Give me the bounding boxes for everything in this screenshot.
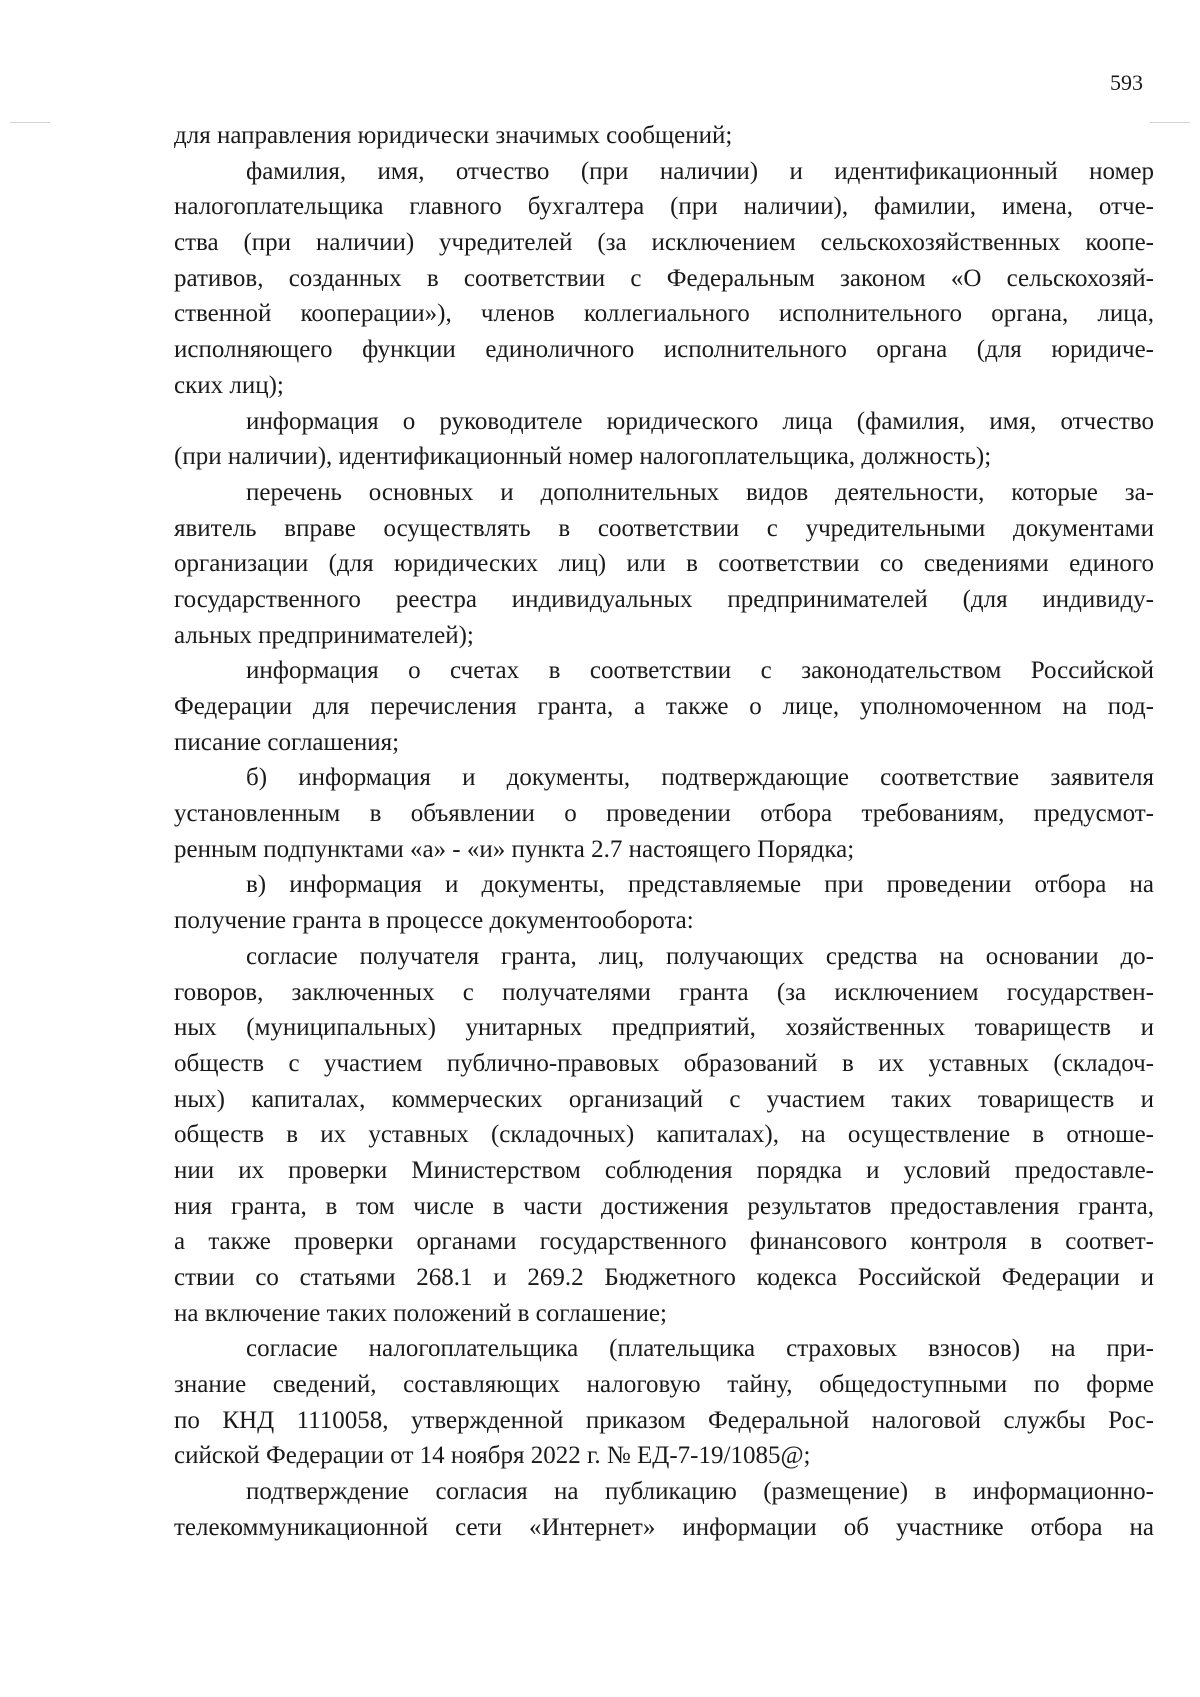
text-line: ренным подпунктами «а» - «и» пункта 2.7 настоящего Порядка; — [174, 835, 855, 863]
text-line: б) информация и документы, подтверждающие соответствие заявителя — [246, 764, 1154, 792]
text-line: писание соглашения; — [174, 728, 400, 756]
text-line: фамилия, имя, отчество (при наличии) и идентификационный номер — [246, 157, 1154, 185]
text-line: на включение таких положений в соглашение; — [174, 1299, 667, 1327]
text-line: согласие получателя гранта, лиц, получающих средства на основании до- — [246, 942, 1154, 970]
text-line: обществ с участием публично-правовых образований в их уставных (складоч- — [174, 1049, 1154, 1077]
text-line: перечень основных и дополнительных видов деятельности, которые за- — [246, 478, 1154, 506]
text-line: говоров, заключенных с получателями гранта (за исключением государствен- — [174, 978, 1154, 1006]
text-line: телекоммуникационной сети «Интернет» информации об участнике отбора на — [174, 1513, 1154, 1541]
text-line: знание сведений, составляющих налоговую тайну, общедоступными по форме — [174, 1371, 1154, 1399]
text-line: налогоплательщика главного бухгалтера (при наличии), фамилии, имена, отче- — [174, 193, 1154, 221]
text-line: ных) капиталах, коммерческих организаций с участием таких товариществ и — [174, 1085, 1154, 1113]
text-line: информация о счетах в соответствии с законодательством Российской — [246, 657, 1154, 685]
text-line: в) информация и документы, представляемые при проведении отбора на — [246, 871, 1154, 899]
text-line: а также проверки органами государственного финансового контроля в соответ- — [174, 1228, 1154, 1256]
text-line: установленным в объявлении о проведении отбора требованиям, предусмот- — [174, 800, 1154, 828]
text-line: обществ в их уставных (складочных) капиталах), на осуществление в отноше- — [174, 1121, 1154, 1149]
text-line: ративов, созданных в соответствии с Федеральным законом «О сельскохозяй- — [174, 264, 1154, 292]
scan-artifact-left — [10, 122, 50, 123]
text-line: сийской Федерации от 14 ноября 2022 г. № ЕД-7-19/1085@; — [174, 1442, 811, 1470]
text-line: ствии со статьями 268.1 и 269.2 Бюджетного кодекса Российской Федерации и — [174, 1264, 1154, 1291]
text-line: нии их проверки Министерством соблюдения порядка и условий предоставле- — [174, 1156, 1154, 1184]
text-line: ственной кооперации»), членов коллегиального исполнительного органа, лица, — [174, 300, 1154, 328]
text-line: (при наличии), идентификационный номер налогоплательщика, должность); — [174, 443, 992, 471]
text-line: согласие налогоплательщика (плательщика страховых взносов) на при- — [246, 1335, 1154, 1363]
text-line: явитель вправе осуществлять в соответствии с учредительными документами — [174, 514, 1154, 542]
text-line: получение гранта в процессе документооборота: — [174, 907, 694, 935]
text-line: ных (муниципальных) унитарных предприятий, хозяйственных товариществ и — [174, 1014, 1154, 1042]
text-line: Федерации для перечисления гранта, а также о лице, уполномоченном на под- — [174, 693, 1154, 720]
text-line: по КНД 1110058, утвержденной приказом Федеральной налоговой службы Рос- — [174, 1406, 1154, 1434]
document-body — [174, 118, 1154, 1546]
text-line: ских лиц); — [174, 371, 284, 399]
text-line: подтверждение согласия на публикацию (размещение) в информационно- — [246, 1478, 1154, 1506]
text-line: альных предпринимателей); — [174, 621, 474, 649]
text-line: ства (при наличии) учредителей (за исключением сельскохозяйственных коопе- — [174, 229, 1154, 257]
text-line: исполняющего функции единоличного исполнительного органа (для юридиче- — [174, 336, 1154, 364]
text-line: государственного реестра индивидуальных предпринимателей (для индивиду- — [174, 585, 1154, 613]
text-line: для направления юридически значимых сообщений; — [174, 122, 733, 149]
page-number: 593 — [1110, 70, 1143, 95]
text-line: организации (для юридических лиц) или в соответствии со сведениями единого — [174, 550, 1154, 578]
text-line: ния гранта, в том числе в части достижения результатов предоставления гранта, — [174, 1192, 1154, 1220]
scan-artifact-right — [1150, 122, 1190, 123]
text-line: информация о руководителе юридического лица (фамилия, имя, отчество — [246, 407, 1154, 435]
